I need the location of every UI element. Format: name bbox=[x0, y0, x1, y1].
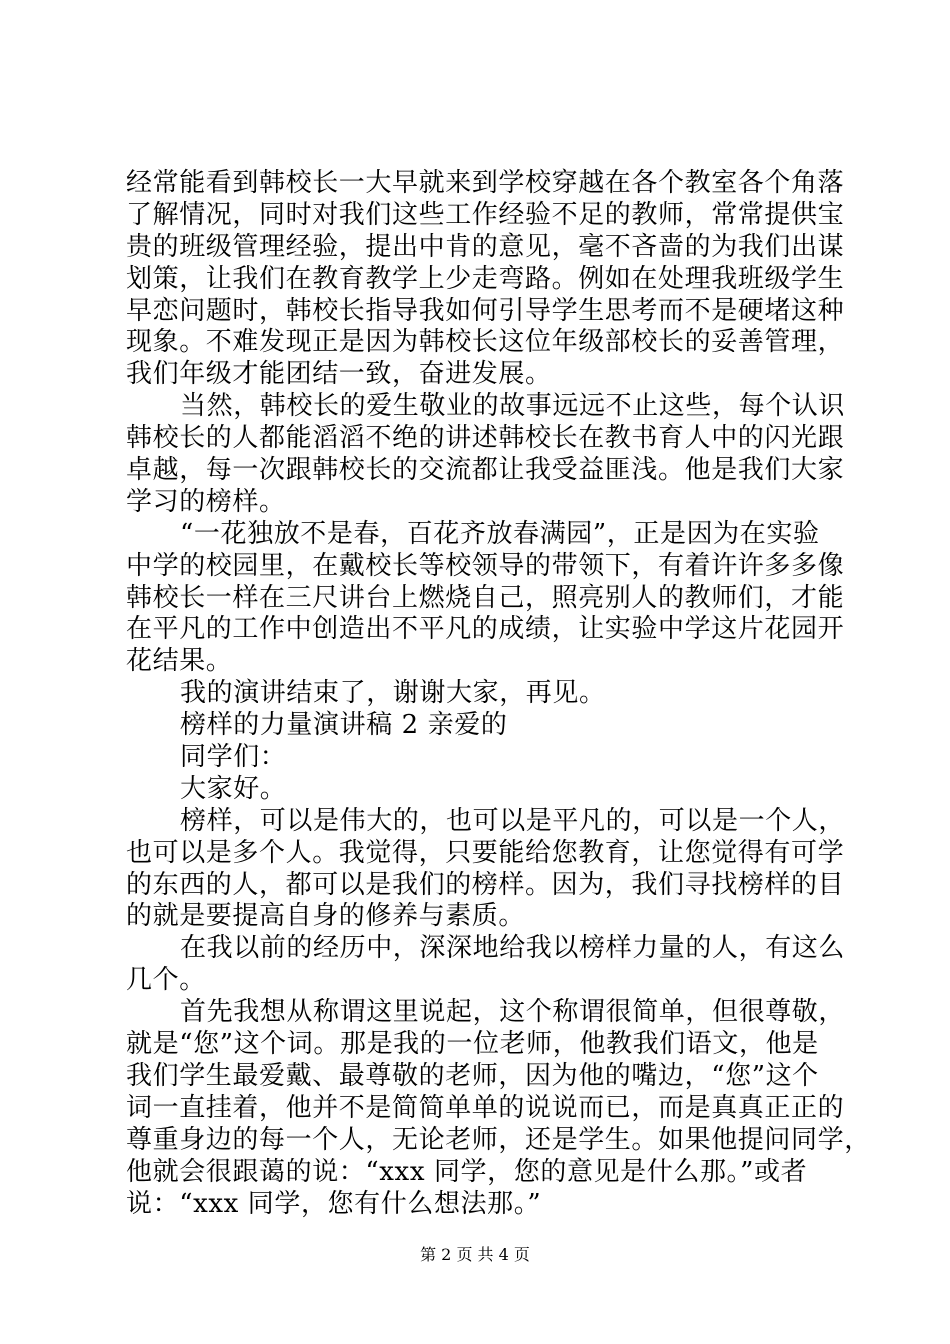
text-line: 就是“您”这个词。那是我的一位老师，他教我们语文，他是 bbox=[126, 1029, 819, 1060]
text-line: 榜样的力量演讲稿 2 亲爱的 bbox=[180, 710, 508, 741]
text-line: 在我以前的经历中，深深地给我以榜样力量的人，有这么 bbox=[180, 933, 846, 964]
text-line: 同学们： bbox=[180, 742, 287, 773]
text-line: 早恋问题时，韩校长指导我如何引导学生思考而不是硬堵这种 bbox=[126, 295, 845, 326]
text-line: 划策，让我们在教育教学上少走弯路。例如在处理我班级学生 bbox=[126, 263, 845, 294]
text-line: 韩校长一样在三尺讲台上燃烧自己，照亮别人的教师们，才能 bbox=[126, 582, 845, 613]
text-line: 我们学生最爱戴、最尊敬的老师，因为他的嘴边，“您”这个 bbox=[126, 1060, 819, 1091]
text-line: 韩校长的人都能滔滔不绝的讲述韩校长在教书育人中的闪光跟 bbox=[126, 423, 845, 454]
text-line: 词一直挂着，他并不是简简单单的说说而已，而是真真正正的 bbox=[126, 1092, 845, 1123]
document-body bbox=[126, 168, 871, 1220]
text-line: 大家好。 bbox=[180, 773, 287, 804]
text-line: 几个。 bbox=[126, 965, 206, 996]
text-line: 中学的校园里，在戴校长等校领导的带领下，有着许许多多像 bbox=[126, 550, 845, 581]
text-line: 花结果。 bbox=[126, 646, 233, 677]
text-line: 贵的班级管理经验，提出中肯的意见，毫不吝啬的为我们出谋 bbox=[126, 231, 845, 262]
text-line: 也可以是多个人。我觉得，只要能给您教育，让您觉得有可学 bbox=[126, 837, 845, 868]
page-footer: 第 2 页 共 4 页 bbox=[420, 1245, 530, 1264]
text-line: 我们年级才能团结一致，奋进发展。 bbox=[126, 359, 552, 390]
text-line: 他就会很跟蔼的说：“xxx 同学，您的意见是什么那。”或者 bbox=[126, 1156, 808, 1187]
text-line: 首先我想从称谓这里说起，这个称谓很简单，但很尊敬， bbox=[180, 997, 846, 1028]
text-line: 我的演讲结束了，谢谢大家，再见。 bbox=[180, 678, 606, 709]
text-line: 学习的榜样。 bbox=[126, 486, 286, 517]
text-line: 的东西的人，都可以是我们的榜样。因为，我们寻找榜样的目 bbox=[126, 869, 845, 900]
text-line: 榜样，可以是伟大的，也可以是平凡的，可以是一个人， bbox=[180, 805, 846, 836]
text-line: “一花独放不是春，百花齐放春满园”，正是因为在实验 bbox=[180, 518, 820, 549]
text-line: 尊重身边的每一个人，无论老师，还是学生。如果他提问同学， bbox=[126, 1124, 871, 1155]
text-line: 当然，韩校长的爱生敬业的故事远远不止这些，每个认识 bbox=[180, 391, 846, 422]
text-line: 说：“xxx 同学，您有什么想法那。” bbox=[126, 1188, 542, 1219]
text-line: 了解情况，同时对我们这些工作经验不足的教师，常常提供宝 bbox=[126, 199, 845, 230]
text-line: 在平凡的工作中创造出不平凡的成绩，让实验中学这片花园开 bbox=[126, 614, 845, 645]
text-line: 的就是要提高自身的修养与素质。 bbox=[126, 901, 526, 932]
text-line: 经常能看到韩校长一大早就来到学校穿越在各个教室各个角落 bbox=[126, 168, 845, 198]
text-line: 现象。不难发现正是因为韩校长这位年级部校长的妥善管理， bbox=[126, 327, 845, 358]
text-line: 卓越，每一次跟韩校长的交流都让我受益匪浅。他是我们大家 bbox=[126, 455, 845, 486]
